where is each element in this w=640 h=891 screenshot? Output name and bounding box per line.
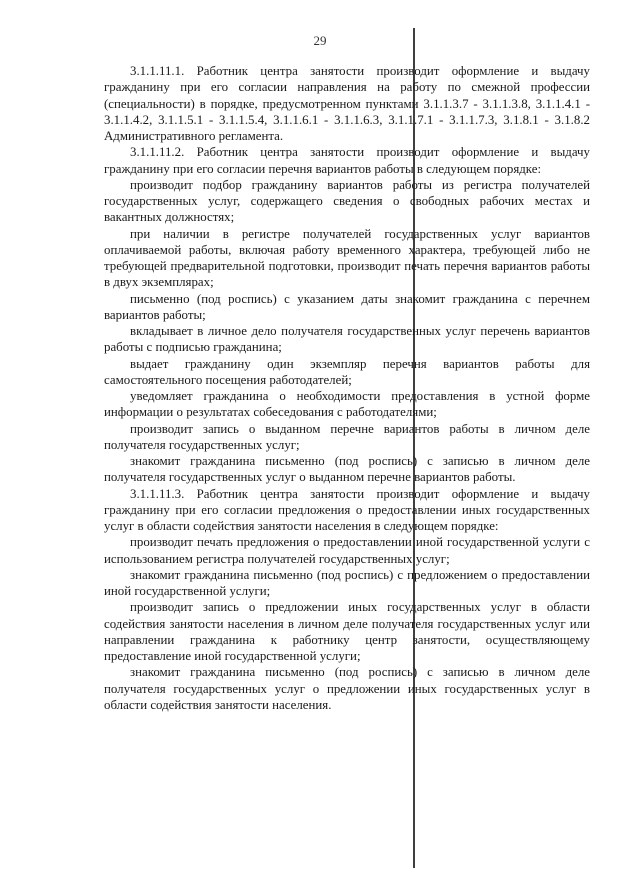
paragraph: письменно (под роспись) с указанием даты знакомит гражданина с перечнем вариантов работы; — [104, 291, 590, 322]
paragraph: производит запись о выданном перечне вариантов работы в личном деле получателя государственных услуг; — [104, 421, 590, 452]
paragraph: знакомит гражданина письменно (под роспись) с записью в личном деле получателя государственных услуг о выданном перечне вариантов работы. — [104, 454, 590, 485]
paragraph: знакомит гражданина письменно (под роспись) с записью в личном деле получателя государственных услуг о предложении иных государственных услуг в области содействия занятости населения. — [104, 665, 590, 712]
paragraph: при наличии в регистре получателей государственных услуг вариантов оплачиваемой работы, включая работу временного характера, требующей либо не требующей предварительной подготовки, производит печать перечня вариантов работы в двух экземплярах; — [104, 226, 590, 290]
paragraph: 3.1.1.11.1. Работник центра занятости производит оформление и выдачу гражданину при его согласии направления на работу по смежной профессии (специальности) в порядке, предусмотренном пунктами 3.1.1.3.7 - 3.1.1.3.8, 3.1.1.4.1 - 3.1.1.4.2, 3.1.1.5.1 - 3.1.1.5.4, 3.1.1.6.1 - 3.1.1.6.3, 3.1.1.7.1 - 3.1.1.7.3, 3.1.8.1 - 3.1.8.2 Административного регламента. — [104, 64, 590, 143]
paragraph: производит печать предложения о предоставлении иной государственной услуги с использованием регистра получателей государственных услуг; — [104, 535, 590, 566]
paragraph: выдает гражданину один экземпляр перечня вариантов работы для самостоятельного посещения работодателей; — [104, 356, 590, 387]
paragraph: уведомляет гражданина о необходимости предоставления в устной форме информации о результатах собеседования с работодателями; — [104, 389, 590, 420]
document-body — [104, 63, 590, 713]
paragraph: 3.1.1.11.3. Работник центра занятости производит оформление и выдачу гражданину при его согласии предложения о предоставлении иных государственных услуг в области содействия занятости населения в следующем порядке: — [104, 486, 590, 533]
paragraph: производит подбор гражданину вариантов работы из регистра получателей государственных услуг, содержащего сведения о свободных рабочих местах и вакантных должностях; — [104, 177, 590, 225]
paragraph: знакомит гражданина письменно (под роспись) с предложением о предоставлении иной государственной услуги; — [104, 567, 590, 598]
page-number: 29 — [313, 33, 327, 48]
paragraph: производит запись о предложении иных государственных услуг в области содействия занятости населения в личном деле получателя государственных услуг или направлении гражданина к работнику центр занятости, осуществляющему предоставление иной государственной услуги; — [104, 600, 590, 663]
paragraph: вкладывает в личное дело получателя государственных услуг перечень вариантов работы с подписью гражданина; — [104, 324, 590, 355]
paragraph: 3.1.1.11.2. Работник центра занятости производит оформление и выдачу гражданину при его согласии перечня вариантов работы в следующем порядке: — [104, 145, 590, 176]
